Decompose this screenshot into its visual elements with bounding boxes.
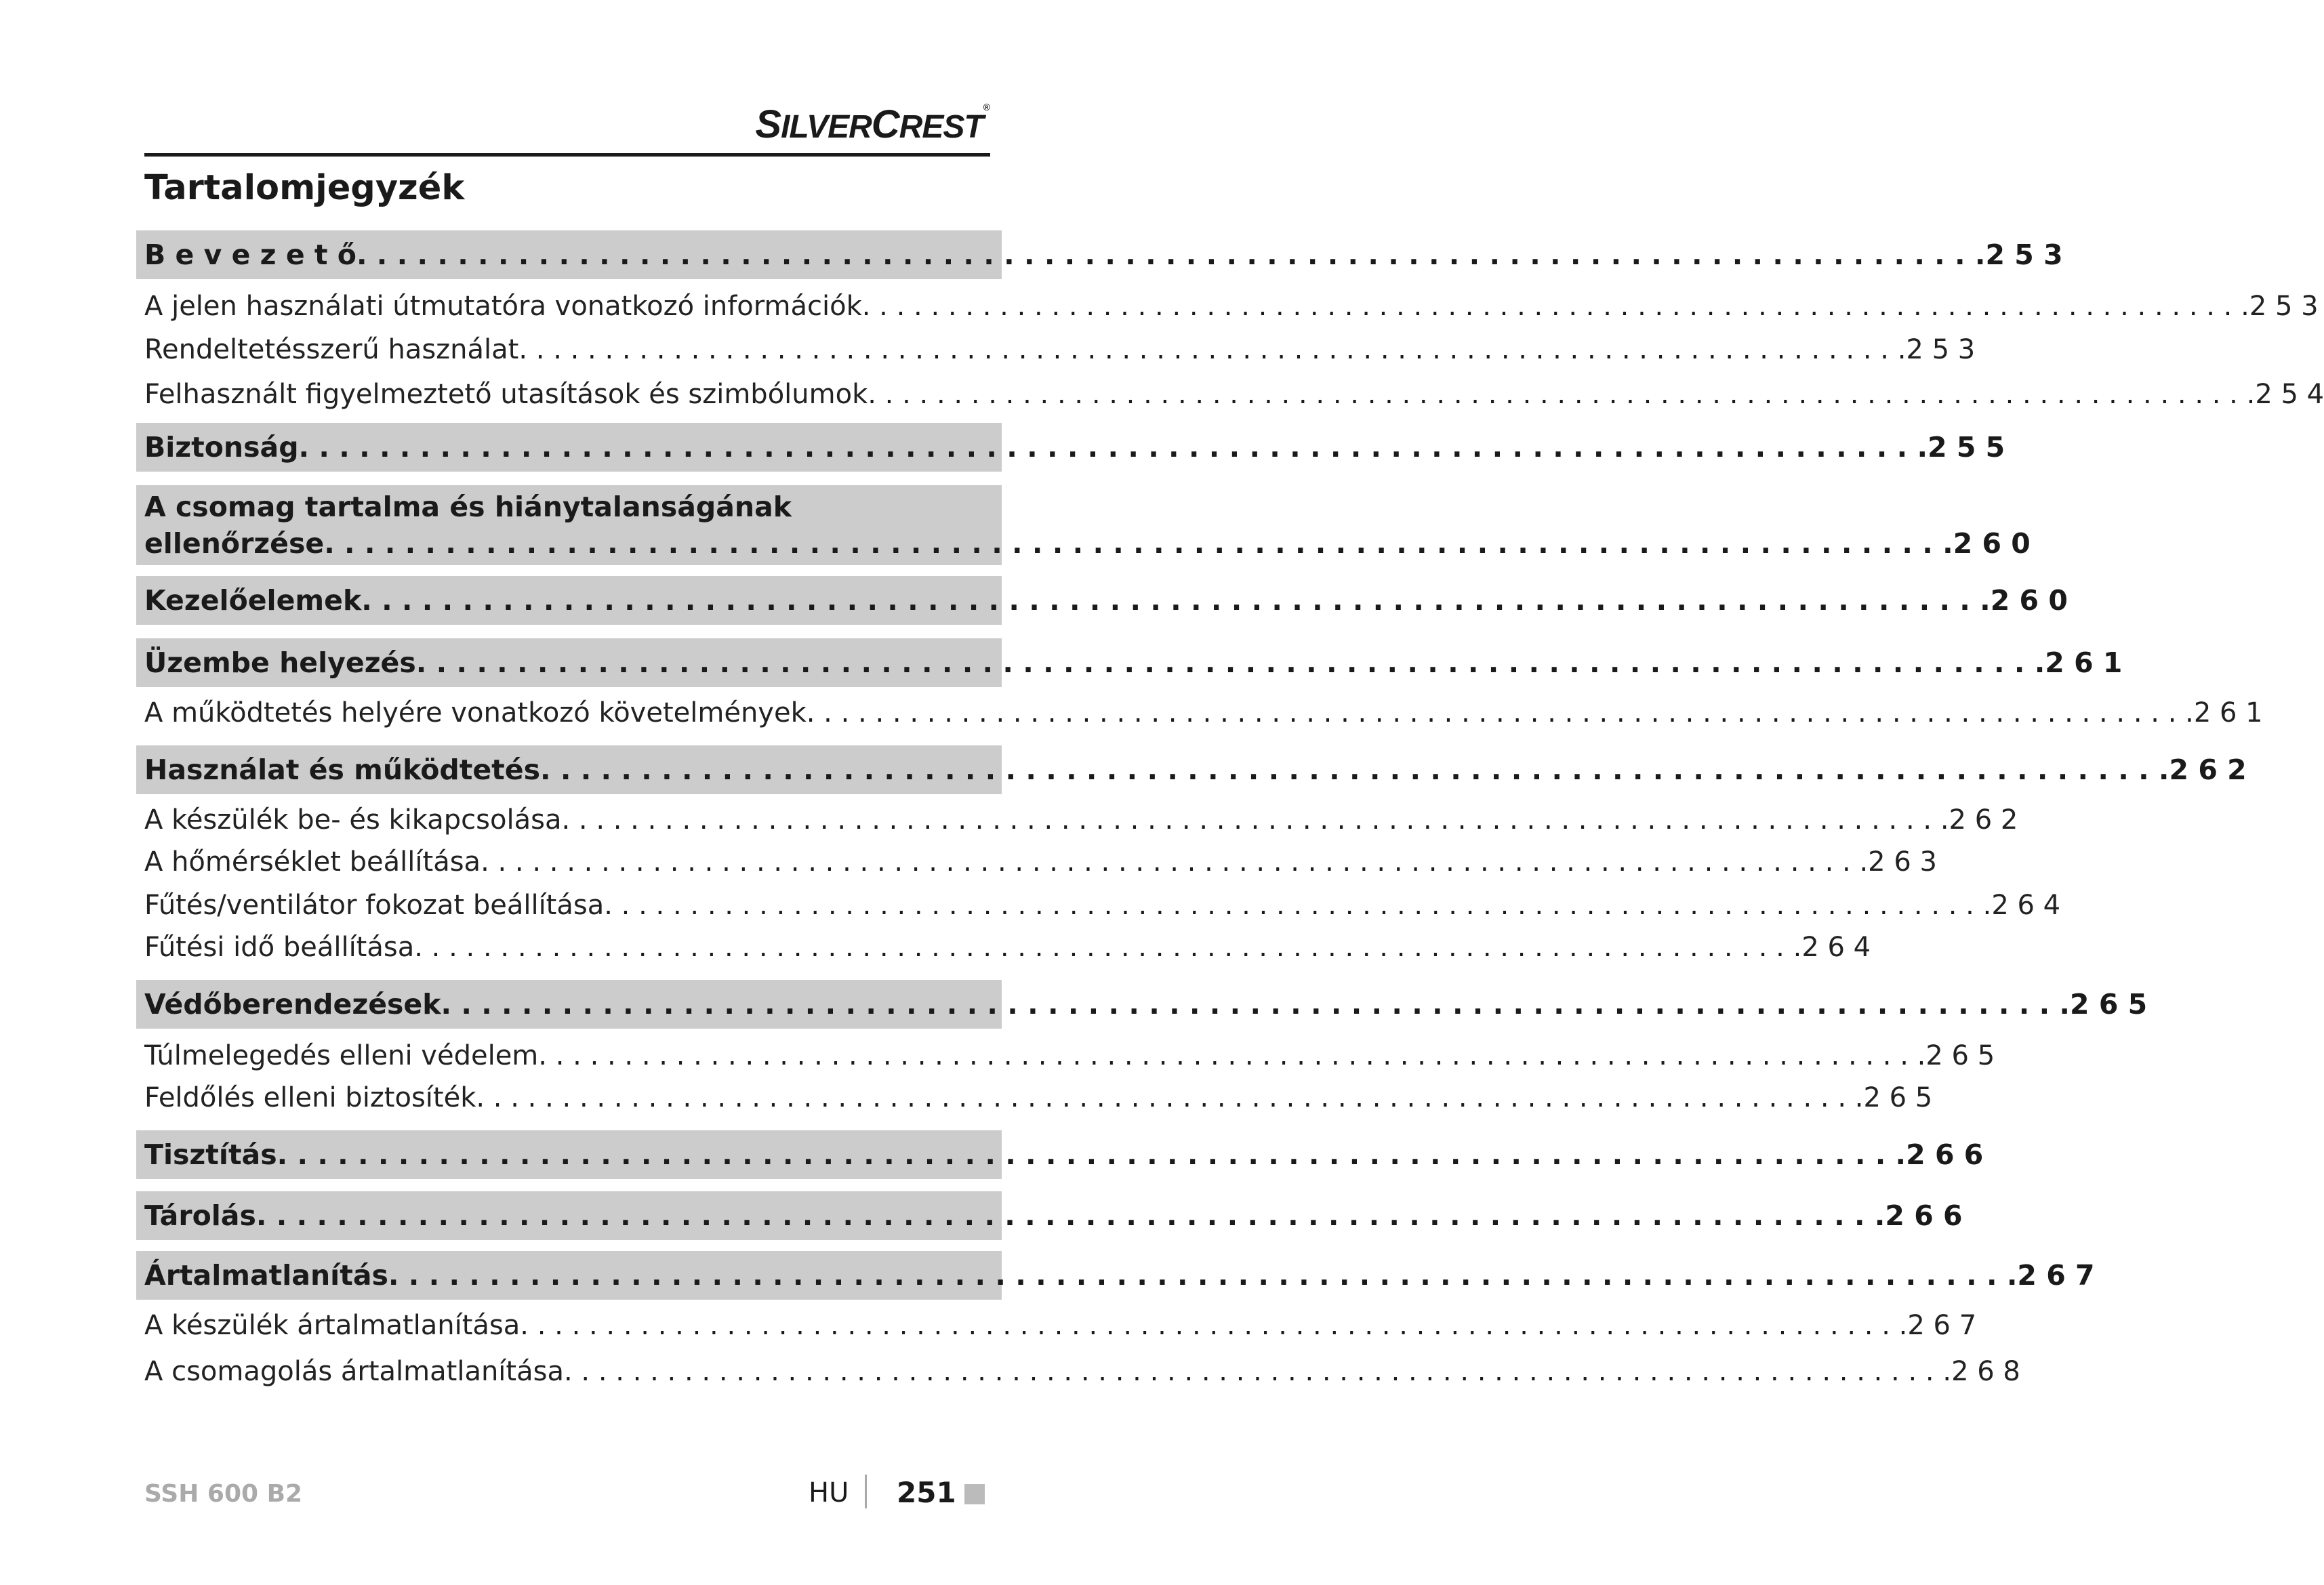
toc-page-number: 2 6 2: [1949, 804, 2018, 836]
toc-subsection-entry: [136, 843, 1937, 881]
dot-leader: . . . . . . . . . . . . . . . . . . . . . . . . . . . . . . . . . . . . . . . . . . . . . . . . . . . . . . . . . . . . . . . . . . . . . . . . . . . . . . . . .: [476, 1082, 1864, 1113]
toc-entry-title: A hőmérséklet beállítása: [144, 846, 481, 878]
dot-leader: . . . . . . . . . . . . . . . . . . . . . . . . . . . . . . . . . . . . . . . . . . . . . . . . . . . . . . . . . . . . . . . . . . . . . . . . . . . . . . . . .: [415, 646, 2045, 679]
toc-subsection-entry: [136, 694, 2263, 732]
toc-page-number: 2 6 1: [2193, 697, 2263, 728]
toc-entry-title: A csomag tartalma és hiánytalanságának: [144, 491, 792, 523]
toc-entry-title: A készülék ártalmatlanítása: [144, 1310, 521, 1341]
language-code: HU: [809, 1477, 849, 1508]
toc-page-number: 2 6 2: [2169, 754, 2247, 786]
toc-entry-title: Fűtési idő beállítása: [144, 932, 415, 963]
toc-entry-title: A csomagolás ártalmatlanítása: [144, 1356, 564, 1387]
dot-leader: . . . . . . . . . . . . . . . . . . . . . . . . . . . . . . . . . . . . . . . . . . . . . . . . . . . . . . . . . . . . . . . . . . . . . . . . . . . . . . . . .: [324, 527, 1953, 560]
toc-entry-title: Feldőlés elleni biztosíték: [144, 1082, 476, 1113]
dot-leader: . . . . . . . . . . . . . . . . . . . . . . . . . . . . . . . . . . . . . . . . . . . . . . . . . . . . . . . . . . . . . . . . . . . . . . . . . . . . . . . . .: [298, 431, 1928, 464]
toc-subsection-entry: [136, 928, 1871, 966]
toc-page-number: 2 6 7: [1907, 1310, 1977, 1341]
dot-leader: . . . . . . . . . . . . . . . . . . . . . . . . . . . . . . . . . . . . . . . . . . . . . . . . . . . . . . . . . . . . . . . . . . . . . . . . . . . . . . . . .: [868, 379, 2256, 410]
toc-subsection-entry: [136, 1306, 1977, 1344]
dot-leader: . . . . . . . . . . . . . . . . . . . . . . . . . . . . . . . . . . . . . . . . . . . . . . . . . . . . . . . . . . . . . . . . . . . . . . . . . . . . . . . . .: [520, 1310, 1908, 1341]
toc-page-number: 2 5 5: [1928, 431, 2005, 464]
page-title: Tartalomjegyzék: [144, 168, 465, 208]
dot-leader: . . . . . . . . . . . . . . . . . . . . . . . . . . . . . . . . . . . . . . . . . . . . . . . . . . . . . . . . . . . . . . . . . . . . . . . . . . . . . . . . .: [561, 804, 1949, 836]
toc-section-heading: [136, 485, 2031, 565]
dot-leader: . . . . . . . . . . . . . . . . . . . . . . . . . . . . . . . . . . . . . . . . . . . . . . . . . . . . . . . . . . . . . . . . . . . . . . . . . . . . . . . . .: [540, 754, 2169, 786]
toc-page-number: 2 6 8: [1951, 1356, 2020, 1387]
toc-entry-title: A jelen használati útmutatóra vonatkozó információk: [144, 291, 862, 322]
toc-page-number: 2 6 5: [2070, 988, 2148, 1021]
toc-page-number: 2 6 4: [1801, 932, 1871, 963]
toc-subsection-entry: [136, 331, 1976, 369]
toc-page-number: 2 5 3: [2249, 291, 2319, 322]
toc-entry-title: Tárolás: [144, 1199, 256, 1232]
toc-entry-title: A készülék be- és kikapcsolása: [144, 804, 562, 836]
toc-entry-title: A működtetés helyére vonatkozó követelmények: [144, 697, 807, 728]
toc-section-heading: [136, 980, 2148, 1029]
toc-page-number: 2 5 3: [1985, 239, 2063, 271]
toc-subsection-entry: [136, 287, 2319, 325]
dot-leader: . . . . . . . . . . . . . . . . . . . . . . . . . . . . . . . . . . . . . . . . . . . . . . . . . . . . . . . . . . . . . . . . . . . . . . . . . . . . . . . . .: [481, 846, 1869, 878]
dot-leader: . . . . . . . . . . . . . . . . . . . . . . . . . . . . . . . . . . . . . . . . . . . . . . . . . . . . . . . . . . . . . . . . . . . . . . . . . . . . . . . . .: [806, 697, 2194, 728]
page-marker-square: [964, 1484, 985, 1504]
toc-page-number: 2 6 1: [2045, 646, 2123, 679]
toc-page-number: 2 5 3: [1906, 334, 1976, 365]
toc-section-heading: [136, 1251, 2095, 1300]
toc-entry-title: Ártalmatlanítás: [144, 1259, 388, 1292]
toc-page-number: 2 5 4: [2255, 379, 2324, 410]
brand-logo-rest: REST: [899, 109, 983, 145]
dot-leader: . . . . . . . . . . . . . . . . . . . . . . . . . . . . . . . . . . . . . . . . . . . . . . . . . . . . . . . . . . . . . . . . . . . . . . . . . . . . . . . . .: [388, 1259, 2018, 1292]
toc-entry-title: Biztonság: [144, 431, 299, 464]
toc-section-heading: [136, 638, 2123, 687]
toc-page-number: 2 6 0: [1953, 527, 2031, 560]
toc-entry-title: Túlmelegedés elleni védelem: [144, 1040, 539, 1071]
toc-section-heading: [136, 745, 2247, 794]
toc-entry-title: Használat és működtetés: [144, 754, 540, 786]
dot-leader: . . . . . . . . . . . . . . . . . . . . . . . . . . . . . . . . . . . . . . . . . . . . . . . . . . . . . . . . . . . . . . . . . . . . . . . . . . . . . . . . .: [861, 291, 2249, 322]
brand-logo-c: C: [871, 102, 899, 146]
toc-section-heading: [136, 1191, 1963, 1240]
toc-subsection-entry: [136, 1353, 2020, 1391]
page-number: 251: [897, 1476, 956, 1509]
dot-leader: . . . . . . . . . . . . . . . . . . . . . . . . . . . . . . . . . . . . . . . . . . . . . . . . . . . . . . . . . . . . . . . . . . . . . . . . . . . . . . . . .: [256, 1199, 1885, 1232]
toc-entry-title: Tisztítás: [144, 1138, 277, 1171]
toc-section-heading: [136, 230, 2063, 279]
toc-entry-title: Felhasznált figyelmeztető utasítások és szimbólumok: [144, 379, 868, 410]
toc-section-heading: [136, 1130, 1984, 1179]
toc-subsection-entry: [136, 1037, 1995, 1075]
toc-page-number: 2 6 3: [1868, 846, 1937, 878]
toc-subsection-entry: [136, 886, 2061, 924]
toc-page-number: 2 6 0: [1990, 584, 2068, 617]
toc-entry-title: ellenőrzése: [144, 527, 325, 560]
toc-page-number: 2 6 5: [1863, 1082, 1933, 1113]
dot-leader: . . . . . . . . . . . . . . . . . . . . . . . . . . . . . . . . . . . . . . . . . . . . . . . . . . . . . . . . . . . . . . . . . . . . . . . . . . . . . . . . .: [361, 584, 1991, 617]
toc-entry-title: Védőberendezések: [144, 988, 441, 1021]
dot-leader: . . . . . . . . . . . . . . . . . . . . . . . . . . . . . . . . . . . . . . . . . . . . . . . . . . . . . . . . . . . . . . . . . . . . . . . . . . . . . . . . .: [356, 239, 1986, 271]
toc-entry-title: B e v e z e t ő: [144, 239, 356, 271]
dot-leader: . . . . . . . . . . . . . . . . . . . . . . . . . . . . . . . . . . . . . . . . . . . . . . . . . . . . . . . . . . . . . . . . . . . . . . . . . . . . . . . . .: [563, 1356, 1952, 1387]
dot-leader: . . . . . . . . . . . . . . . . . . . . . . . . . . . . . . . . . . . . . . . . . . . . . . . . . . . . . . . . . . . . . . . . . . . . . . . . . . . . . . . . .: [604, 890, 1992, 921]
toc-section-heading: [136, 423, 2005, 472]
toc-page-number: 2 6 7: [2017, 1259, 2095, 1292]
toc-subsection-entry: [136, 1079, 1933, 1117]
toc-entry-title: Fűtés/ventilátor fokozat beállítása: [144, 890, 605, 921]
toc-page-number: 2 6 4: [1991, 890, 2061, 921]
toc-subsection-entry: [136, 801, 2018, 839]
registered-mark: ®: [983, 102, 990, 112]
toc-page-number: 2 6 6: [1906, 1138, 1984, 1171]
dot-leader: . . . . . . . . . . . . . . . . . . . . . . . . . . . . . . . . . . . . . . . . . . . . . . . . . . . . . . . . . . . . . . . . . . . . . . . . . . . . . . . . .: [441, 988, 2071, 1021]
toc-subsection-entry: [136, 375, 2324, 413]
dot-leader: . . . . . . . . . . . . . . . . . . . . . . . . . . . . . . . . . . . . . . . . . . . . . . . . . . . . . . . . . . . . . . . . . . . . . . . . . . . . . . . . .: [518, 334, 1907, 365]
dot-leader: . . . . . . . . . . . . . . . . . . . . . . . . . . . . . . . . . . . . . . . . . . . . . . . . . . . . . . . . . . . . . . . . . . . . . . . . . . . . . . . . .: [538, 1040, 1926, 1071]
dot-leader: . . . . . . . . . . . . . . . . . . . . . . . . . . . . . . . . . . . . . . . . . . . . . . . . . . . . . . . . . . . . . . . . . . . . . . . . . . . . . . . . .: [414, 932, 1802, 963]
toc-entry-title: Rendeltetésszerű használat: [144, 334, 519, 365]
toc-entry-title: Üzembe helyezés: [144, 646, 416, 679]
brand-logo-s: S: [755, 102, 781, 146]
model-number: SSH 600 B2: [144, 1480, 303, 1508]
toc-entry-title: Kezelőelemek: [144, 584, 362, 617]
toc-section-heading: [136, 576, 2068, 625]
dot-leader: . . . . . . . . . . . . . . . . . . . . . . . . . . . . . . . . . . . . . . . . . . . . . . . . . . . . . . . . . . . . . . . . . . . . . . . . . . . . . . . . .: [277, 1138, 1907, 1171]
toc-page-number: 2 6 6: [1885, 1199, 1963, 1232]
brand-logo-ilver: ILVER: [781, 109, 872, 145]
footer-separator: [865, 1475, 867, 1508]
toc-page-number: 2 6 5: [1925, 1040, 1995, 1071]
